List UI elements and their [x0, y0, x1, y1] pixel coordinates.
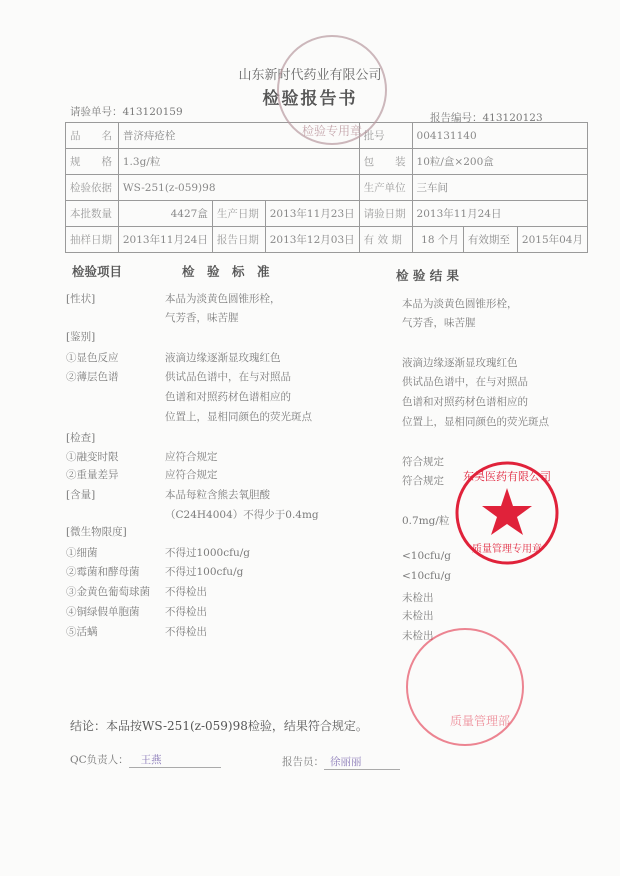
request-no: 请验单号：413120159 [70, 106, 183, 118]
label: 有 效 期 [359, 227, 412, 253]
label: 规 格 [66, 149, 119, 175]
standard-text: （C24H4004）不得少于0.4mg [165, 509, 319, 521]
result-text: 未检出 [402, 610, 434, 622]
qc-signature: 王燕 [129, 752, 221, 768]
result-text: 未检出 [402, 630, 434, 642]
item-label: ③金黄色葡萄球菌 [66, 586, 150, 598]
result-text: 0.7mg/粒 [402, 515, 450, 527]
result-text: <10cfu/g [402, 550, 451, 562]
red-quality-seal-stamp [452, 458, 562, 568]
col-item: 检验项目 [72, 264, 123, 279]
result-text: 液滴边缘逐渐显玫瑰红色 [402, 357, 518, 369]
svg-text:质量管理部: 质量管理部 [449, 714, 511, 728]
result-text: 供试品色谱中，在与对照品 [402, 376, 528, 388]
product-name: 普济痔疮栓 [118, 123, 359, 149]
spec: 1.3g/粒 [118, 149, 359, 175]
production-unit: 三车间 [412, 175, 587, 201]
qc-manager: QC负责人： 王燕 [70, 752, 221, 768]
label: 批号 [359, 123, 412, 149]
validity: 18 个月 [412, 227, 463, 253]
standard-text: 应符合规定 [165, 451, 218, 463]
svg-text:质量管理专用章: 质量管理专用章 [472, 544, 542, 555]
result-text: 未检出 [402, 592, 434, 604]
package: 10粒/盒×200盒 [412, 149, 587, 175]
standard-text: 不得过1000cfu/g [165, 547, 251, 559]
reporter: 报告员： 徐丽丽 [282, 754, 400, 770]
item-label: ①融变时限 [66, 451, 119, 463]
svg-text:东昊医药有限公司: 东昊医药有限公司 [463, 470, 551, 483]
report-date: 2013年12月03日 [265, 227, 359, 253]
label: 品 名 [66, 123, 119, 149]
label: 包 装 [359, 149, 412, 175]
faded-red-seal-stamp [400, 625, 530, 750]
standard-text: 不得检出 [165, 606, 207, 618]
standard-text: 液滴边缘逐渐显玫瑰红色 [165, 352, 281, 364]
label: 请验日期 [359, 201, 412, 227]
label: 抽样日期 [66, 227, 119, 253]
standard-text: 位置上，显相同颜色的荧光斑点 [165, 411, 312, 423]
standard-text: 不得检出 [165, 586, 207, 598]
item-label: ②薄层色谱 [66, 371, 119, 383]
basis: WS-251(z-059)98 [118, 175, 359, 201]
company-name: 山东新时代药业有限公司 [238, 68, 382, 83]
request-date: 2013年11月24日 [412, 201, 587, 227]
item-label: [性状] [66, 293, 96, 305]
production-date: 2013年11月23日 [265, 201, 359, 227]
item-label: ②霉菌和酵母菌 [66, 566, 140, 578]
standard-text: 气芳香，味苦腥 [165, 312, 239, 324]
info-table [65, 122, 588, 253]
result-text: 位置上，显相同颜色的荧光斑点 [402, 416, 549, 428]
result-text: 符合规定 [402, 456, 444, 468]
standard-text: 色谱和对照药材色谱相应的 [165, 391, 291, 403]
result-text: 气芳香，味苦腥 [402, 317, 476, 329]
document-title: 检验报告书 [262, 89, 358, 109]
reporter-signature: 徐丽丽 [324, 754, 400, 770]
batch-no: 004131140 [412, 123, 587, 149]
result-text: 本品为淡黄色圆锥形栓， [402, 298, 518, 310]
result-text: 符合规定 [402, 475, 444, 487]
expiry-date: 2015年04月 [517, 227, 587, 253]
item-label: [微生物限度] [66, 526, 127, 538]
standard-text: 不得过100cfu/g [165, 566, 244, 578]
svg-text:检验专用章: 检验专用章 [301, 124, 363, 138]
report-no: 报告编号：413120123 [430, 112, 543, 124]
item-label: [鉴别] [66, 331, 96, 343]
label: 生产单位 [359, 175, 412, 201]
item-label: ①细菌 [66, 547, 98, 559]
standard-text: 不得检出 [165, 626, 207, 638]
standard-text: 应符合规定 [165, 469, 218, 481]
quantity: 4427盒 [118, 201, 212, 227]
label: 有效期至 [463, 227, 517, 253]
standard-text: 本品每粒含熊去氧胆酸 [165, 489, 270, 501]
label: 检验依据 [66, 175, 119, 201]
label: 生产日期 [212, 201, 265, 227]
result-text: 色谱和对照药材色谱相应的 [402, 396, 528, 408]
standard-text: 本品为淡黄色圆锥形栓， [165, 293, 281, 305]
item-label: [检查] [66, 432, 96, 444]
item-label: ④铜绿假单胞菌 [66, 606, 140, 618]
label: 报告日期 [212, 227, 265, 253]
item-label: [含量] [66, 489, 96, 501]
item-label: ⑤活螨 [66, 626, 98, 638]
col-result: 检 验 结 果 [396, 268, 460, 283]
standard-text: 供试品色谱中，在与对照品 [165, 371, 291, 383]
label: 本批数量 [66, 201, 119, 227]
item-label: ②重量差异 [66, 469, 119, 481]
result-text: <10cfu/g [402, 570, 451, 582]
item-label: ①显色反应 [66, 352, 119, 364]
col-standard: 检 验 标 准 [182, 264, 270, 279]
sample-date: 2013年11月24日 [118, 227, 212, 253]
conclusion: 结论：本品按WS-251(z-059)98检验，结果符合规定。 [70, 719, 368, 733]
